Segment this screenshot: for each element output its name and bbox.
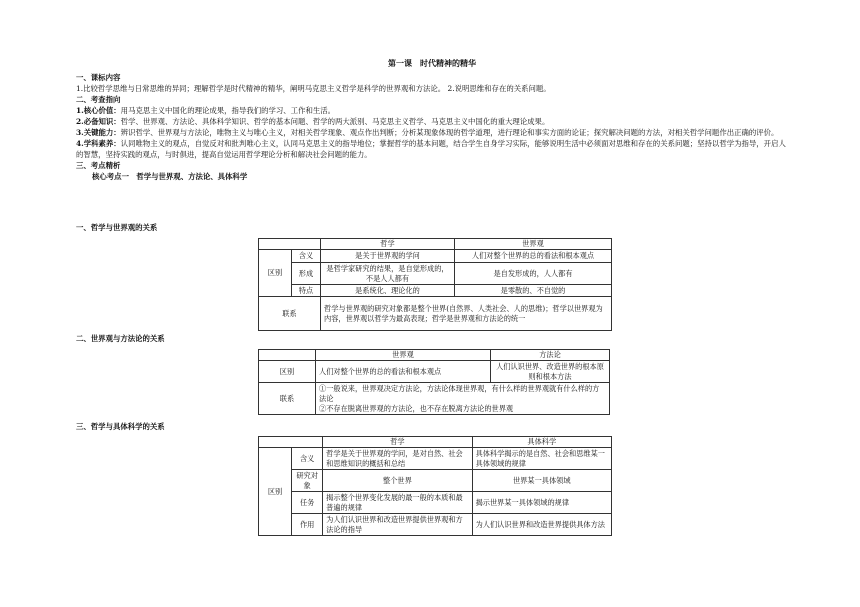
cell-text: 是哲学家研究的结果，是自觉形成的，不是人人都有 xyxy=(321,263,455,285)
cell-text: 人们对整个世界的总的看法和根本观点 xyxy=(455,250,612,263)
row-label-connection: 联系 xyxy=(259,297,321,331)
row-label-meaning: 含义 xyxy=(292,250,321,263)
label-knowledge: 2.必备知识： xyxy=(76,117,121,126)
row-label-object: 研究对象 xyxy=(292,470,323,492)
text-core-value: 用马克思主义中国化的理论成果，指导我们的学习、工作和生活。 xyxy=(120,106,336,115)
section-heading-analysis: 三、考点精析 xyxy=(76,161,121,170)
row-group-difference: 区别 xyxy=(259,448,292,536)
label-literacy: 4.学科素养： xyxy=(76,139,121,148)
label-ability: 3.关键能力： xyxy=(76,128,121,137)
cell-text: 哲学是关于世界观的学问，是对自然、社会和思维知识的概括和总结 xyxy=(323,448,472,470)
cell-text: 揭示整个世界变化发展的最一般的本质和最普遍的规律 xyxy=(323,492,472,514)
cell-text: 哲学与世界观的研究对象都是整个世界(自然界、人类社会、人的思维)；哲学以世界观为内容，世界观以哲学为最高表现；哲学是世界观和方法论的统一 xyxy=(321,297,612,331)
paragraph-knowledge xyxy=(76,116,788,127)
paragraph-core-value xyxy=(76,105,788,116)
row-label-connection: 联系 xyxy=(259,383,316,415)
table3-heading: 三、哲学与具体科学的关系 xyxy=(76,422,165,431)
page-title: 第一课 时代精神的精华 xyxy=(388,58,476,68)
table-header-blank xyxy=(259,437,323,448)
row-label-formation: 形成 xyxy=(292,263,321,285)
cell-text: 是系统化、理论化的 xyxy=(321,285,455,297)
cell-text: 整个世界 xyxy=(323,470,472,492)
cell-text: 是零散的、不自觉的 xyxy=(455,285,612,297)
table-philosophy-worldview xyxy=(258,238,612,331)
text-knowledge: 哲学、世界观、方法论、具体科学知识、哲学的基本问题、哲学的两大派别、马克思主义哲学、马克思主义中国化的重大理论成果。 xyxy=(120,117,550,126)
table-header-philosophy: 哲学 xyxy=(323,437,472,448)
cell-text: 人们认识世界、改造世界的根本原则和根本方法 xyxy=(491,361,610,383)
cell-text: 为人们认识世界和改造世界提供具体方法 xyxy=(472,514,611,536)
table-header-blank xyxy=(259,350,316,361)
connection-point-2: ②不存在脱离世界观的方法论，也不存在脱离方法论的世界观 xyxy=(319,403,514,413)
table-worldview-methodology xyxy=(258,349,610,415)
cell-text: 是关于世界观的学问 xyxy=(321,250,455,263)
core-point-heading: 核心考点一 哲学与世界观、方法论、具体科学 xyxy=(92,172,248,181)
standards-text: 1.比较哲学思维与日常思维的异同；理解哲学是时代精神的精华，阐明马克思主义哲学是科学的世界观和方法论。 2.说明思维和存在的关系问题。 xyxy=(76,84,551,93)
table-header-blank xyxy=(259,239,321,250)
cell-text: 人们对整个世界的总的看法和根本观点 xyxy=(316,361,491,383)
table-header-science: 具体科学 xyxy=(472,437,611,448)
table-header-worldview: 世界观 xyxy=(455,239,612,250)
cell-text: 为人们认识世界和改造世界提供世界观和方法论的指导 xyxy=(323,514,472,536)
row-label-meaning: 含义 xyxy=(292,448,323,470)
row-label-difference: 区别 xyxy=(259,361,316,383)
paragraph-literacy xyxy=(76,138,788,160)
paragraph-ability xyxy=(76,127,788,138)
table-philosophy-science xyxy=(258,436,612,536)
row-label-feature: 特点 xyxy=(292,285,321,297)
cell-text: 世界某一具体领域 xyxy=(472,470,611,492)
table2-heading: 二、世界观与方法论的关系 xyxy=(76,334,165,343)
table1-heading: 一、哲学与世界观的关系 xyxy=(76,223,158,232)
label-core-value: 1.核心价值： xyxy=(76,106,121,115)
row-label-role: 作用 xyxy=(292,514,323,536)
table-header-worldview: 世界观 xyxy=(316,350,491,361)
connection-cell xyxy=(316,383,610,415)
document-page xyxy=(76,58,788,534)
text-literacy: 认同唯物主义的观点，自觉反对和批判唯心主义，认同马克思主义的指导地位；掌握哲学的基本问题，结合学生自身学习实际，能够说明生活中必须面对思维和存在的关系问题；坚持以哲学为指导，开启人的智慧，坚持实践的观点，与时俱进，提高自觉运用哲学理论分析和解决社会问题的能力。 xyxy=(76,139,786,159)
text-ability: 辨识哲学、世界观与方法论，唯物主义与唯心主义，对相关哲学现象、观点作出判断；分析某现象体现的哲学道理，进行理论和事实方面的论证；探究解决问题的方法，对相关哲学问题作出正确的评价。 xyxy=(120,128,779,137)
section-heading-exam-focus: 二、考查指向 xyxy=(76,95,121,104)
cell-text: 具体科学揭示的是自然、社会和思维某一具体领域的规律 xyxy=(472,448,611,470)
section-heading-standards: 一、课标内容 xyxy=(76,73,121,82)
row-label-task: 任务 xyxy=(292,492,323,514)
cell-text: 是自发形成的，人人都有 xyxy=(455,263,612,285)
cell-text: 揭示世界某一具体领域的规律 xyxy=(472,492,611,514)
table-header-methodology: 方法论 xyxy=(491,350,610,361)
connection-point-1: ①一般说来，世界观决定方法论，方法论体现世界观，有什么样的世界观就有什么样的方法论 xyxy=(319,383,600,403)
table-header-philosophy: 哲学 xyxy=(321,239,455,250)
row-group-difference: 区别 xyxy=(259,250,292,297)
